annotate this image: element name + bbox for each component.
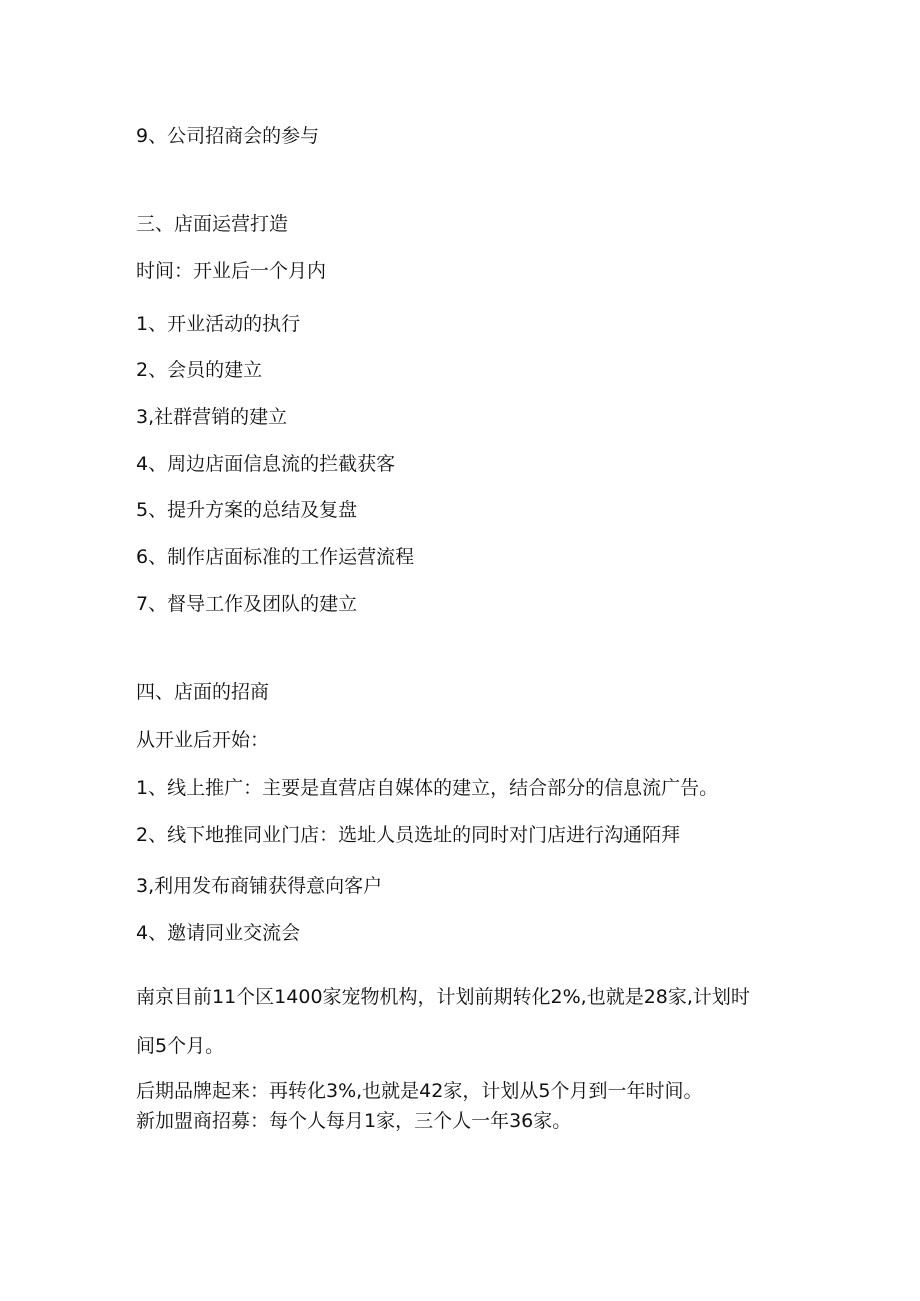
list-item: 7、督导工作及团队的建立	[136, 593, 358, 615]
list-item: 3,社群营销的建立	[136, 406, 288, 428]
plan-line: 新加盟商招募：每个人每月1家，三个人一年36家。	[136, 1110, 572, 1132]
list-item: 2、会员的建立	[136, 359, 263, 381]
plan-line: 间5个月。	[136, 1035, 225, 1057]
list-item: 1、开业活动的执行	[136, 313, 301, 335]
list-item: 4、邀请同业交流会	[136, 922, 301, 944]
list-item: 5、提升方案的总结及复盘	[136, 499, 358, 521]
list-item-9: 9、公司招商会的参与	[136, 125, 320, 147]
section-3-heading: 三、店面运营打造	[136, 213, 289, 235]
section-4-heading: 四、店面的招商	[136, 681, 270, 703]
list-item: 6、制作店面标准的工作运营流程	[136, 546, 415, 568]
list-item: 2、线下地推同业门店：选址人员选址的同时对门店进行沟通陌拜	[136, 824, 681, 846]
list-item: 3,利用发布商铺获得意向客户	[136, 875, 383, 897]
list-item: 4、周边店面信息流的拦截获客	[136, 453, 396, 475]
list-item: 1、线上推广：主要是直营店自媒体的建立，结合部分的信息流广告。	[136, 777, 719, 799]
plan-line: 后期品牌起来：再转化3%,也就是42家，计划从5个月到一年时间。	[136, 1080, 703, 1102]
section-3-time: 时间：开业后一个月内	[136, 260, 327, 282]
plan-line: 南京目前11个区1400家宠物机构，计划前期转化2%,也就是28家,计划时	[136, 986, 750, 1008]
section-4-start: 从开业后开始：	[136, 729, 270, 751]
